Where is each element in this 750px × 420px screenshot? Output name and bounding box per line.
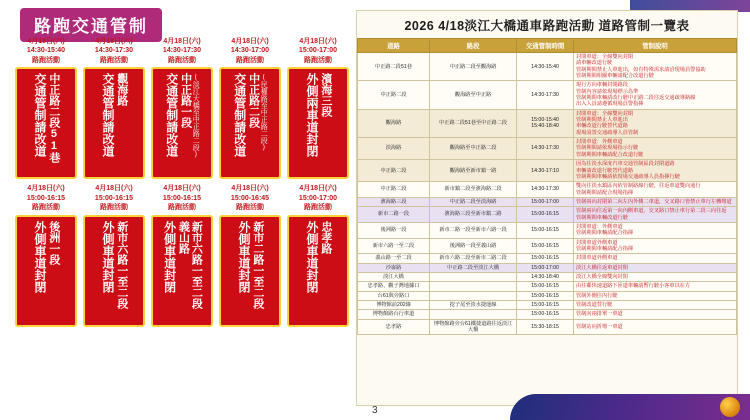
cell-time: 15:30-18:15 <box>517 319 574 335</box>
banner-text-column: 外側車道封閉 <box>237 220 252 293</box>
banner-9 <box>218 183 282 326</box>
cell-section: 觀海路至新市鎮一路 <box>430 160 517 182</box>
table-row <box>358 319 737 335</box>
cell-road: 中正路二段51巷 <box>358 53 430 81</box>
banner-body <box>219 215 281 327</box>
cell-time: 14:30-17:30 <box>517 81 574 109</box>
banner-date-text: 4月18日(六) <box>231 185 269 193</box>
cell-road: 博物館路台行車道 <box>358 310 430 319</box>
cell-time: 15:00-17:00 <box>517 197 574 206</box>
banner-1 <box>14 36 78 179</box>
cell-note: 雙向往淡水鎮區內依管制路線行駛，往返車道雙向通行 管制期間請配合現場指揮 <box>574 182 737 198</box>
col-road: 道路 <box>358 39 430 53</box>
cell-road: 觀海路 <box>358 109 430 137</box>
table-row <box>358 282 737 291</box>
banner-text-column: 外側車道封閉 <box>101 220 116 293</box>
col-note: 管制說明 <box>574 39 737 53</box>
table-row <box>358 254 737 263</box>
banner-body <box>83 67 145 179</box>
banner-row-1 <box>14 36 350 179</box>
banner-date <box>82 36 146 67</box>
banner-date-text: 4月18日(六) <box>27 38 65 45</box>
cell-note: 管制改道替行駛 <box>574 301 737 310</box>
banner-text-column: 中正路二段51巷 <box>47 73 60 164</box>
banner-text-column: 外側兩車道封閉 <box>305 73 320 158</box>
banner-body <box>219 67 281 179</box>
banner-3 <box>150 36 214 179</box>
banner-date <box>286 183 350 214</box>
cell-road: 沙崙路 <box>358 263 430 272</box>
cell-note: 封閉車道：全線雙向封閉 請車輛改道行駛 管制期間禁止人車進出，如有特殊需求請洽現場員警協助 管制期間相關車輛請配合改道行駛 <box>574 53 737 81</box>
banner-event-text: 路跑活動 <box>236 204 264 212</box>
cell-time: 15:00-16:15 <box>517 238 574 254</box>
banner-date <box>82 183 146 214</box>
banner-event-text: 路跑活動 <box>100 56 128 64</box>
table-row <box>358 182 737 198</box>
cell-note: 因為往淡水深度汽車交通管制區段封閉道路 車輛請改道行駛替代道路 管制期間車輛請依現場交通疏導人員指揮行駛 <box>574 160 737 182</box>
banner-text-column: 外側車道封閉 <box>33 220 48 293</box>
table-body <box>358 53 737 335</box>
cell-time: 15:00-16:15 <box>517 310 574 319</box>
table-row <box>358 310 737 319</box>
logo-icon <box>720 397 740 417</box>
cell-time: 15:00-16:15 <box>517 222 574 238</box>
table-row <box>358 238 737 254</box>
banner-time-text: 15:00-17:00 <box>298 47 338 55</box>
decorative-footer <box>510 394 750 420</box>
cell-note: 封閉車道：全線雙向封閉 管制期間禁止人車進出 車輛改道行駛替代道路 現場設置交通疏導人員管制 <box>574 109 737 137</box>
banner-body <box>15 67 77 179</box>
banner-text-column: 義山路 <box>177 220 190 254</box>
cell-time: 15:00-16:15 <box>517 301 574 310</box>
cell-time: 14:30-18:40 <box>517 272 574 281</box>
banner-time-text: 15:00-17:00 <box>298 194 338 202</box>
cell-note: 現行方向車輛封閉路段 管制內容請依現場標示為準 管制期間車輛請改行駛中正路二段往返交通疏導路線 出入人員請遵循現場員警指揮 <box>574 81 737 109</box>
cell-road: 濱海路三段 <box>358 197 430 206</box>
banner-time-text: 15:00-16:15 <box>162 194 202 202</box>
banner-text-column: 新市六路一至二段 <box>190 220 203 309</box>
banner-text-column: 外側車道封閉 <box>162 220 177 293</box>
cell-section: 新市二路一段至新市六路一段 <box>430 222 517 238</box>
banner-body <box>287 67 349 179</box>
banner-text-column: 交通管制請改道 <box>232 73 247 158</box>
cell-section: 觀海路至中正路 <box>430 81 517 109</box>
banner-event-text: 路跑活動 <box>32 56 60 64</box>
cell-time: 14:30-15:40 <box>517 53 574 81</box>
table-row <box>358 138 737 160</box>
banner-date-text: 4月18日(六) <box>299 185 337 193</box>
banner-text-column: 外側車道封閉 <box>305 220 320 293</box>
banner-time-text: 14:30-15:40 <box>26 47 66 55</box>
banner-body <box>151 67 213 179</box>
table-row <box>358 109 737 137</box>
banner-8 <box>150 183 214 326</box>
cell-section: 中正路二段至淡江大橋 <box>430 263 517 272</box>
banner-time-text: 15:00-16:15 <box>94 194 134 202</box>
cell-road: 新市六路一至二段 <box>358 238 430 254</box>
cell-note: 管制站向折彎一車道 <box>574 319 737 335</box>
cell-time: 14:30-17:30 <box>517 138 574 160</box>
cell-section: 博物館路旁台61鐵捷道路往返淡江大橋 <box>430 319 517 335</box>
cell-note: 管制兩向封閉第二向左內外側二車道，交叉路口皆禁止車行左轉彎道 <box>574 197 737 206</box>
banner-text-column: 新市二路一至二段 <box>251 220 264 309</box>
banner-10 <box>286 183 350 326</box>
cell-road: 台61與旁路口 <box>358 291 430 300</box>
cell-time: 15:00-16:15 <box>517 254 574 263</box>
cell-road: 義山路一至二段 <box>358 254 430 263</box>
table-row <box>358 301 737 310</box>
banner-date-text: 4月18日(六) <box>27 185 65 193</box>
cell-road: 中正路二段 <box>358 81 430 109</box>
banner-date <box>286 36 350 67</box>
cell-road: 淡江大橋 <box>358 272 430 281</box>
cell-note: 管制向兩排單一車道 <box>574 310 737 319</box>
banner-date <box>218 36 282 67</box>
banner-date-text: 4月18日(六) <box>163 185 201 193</box>
banner-date-text: 4月18日(六) <box>163 38 201 45</box>
banner-text-column: (民權路至中正路二段) <box>260 74 268 152</box>
banner-time-text: 15:00-16:45 <box>230 194 270 202</box>
cell-section: 後洲路一段至義山路 <box>430 238 517 254</box>
banner-event-text: 路跑活動 <box>32 204 60 212</box>
cell-section: 濱海路三段至新市鎮二路 <box>430 207 517 223</box>
banner-date <box>218 183 282 214</box>
cell-note: 淡江大橋全線雙向封閉 <box>574 272 737 281</box>
page-number: 3 <box>372 405 378 416</box>
banner-text-column: 中正路二段 <box>247 73 260 129</box>
banner-4 <box>218 36 282 179</box>
cell-road: 忠孝路、觀子灣地據口 <box>358 282 430 291</box>
banner-gallery <box>14 36 350 408</box>
banner-date-text: 4月18日(六) <box>95 185 133 193</box>
banner-text-column: 新市六路一至二段 <box>115 220 128 309</box>
cell-road: 後洲路一段 <box>358 222 430 238</box>
banner-body <box>15 215 77 327</box>
control-table <box>357 38 737 335</box>
table-header-row <box>358 39 737 53</box>
banner-date <box>14 183 78 214</box>
banner-7 <box>82 183 146 326</box>
banner-body <box>151 215 213 327</box>
banner-text-column: 交通管制請改道 <box>164 73 179 158</box>
table-row <box>358 81 737 109</box>
cell-section: 新市鎮二段至濱海路二段 <box>430 182 517 198</box>
col-section: 路段 <box>430 39 517 53</box>
banner-text-column: (淡江大橋至中正路二段) <box>192 74 200 159</box>
banner-time-text: 14:30-17:30 <box>94 47 134 55</box>
cell-time: 14:30-17:30 <box>517 182 574 198</box>
cell-section <box>430 282 517 291</box>
banner-row-2 <box>14 183 350 326</box>
table-row <box>358 53 737 81</box>
banner-5 <box>286 36 350 179</box>
table-row <box>358 197 737 206</box>
cell-note: 管制外側往內行駛 <box>574 291 737 300</box>
cell-time: 15:00-16:15 <box>517 291 574 300</box>
banner-text-column: 中正路一段 <box>179 73 192 129</box>
banner-body <box>287 215 349 327</box>
control-table-panel <box>356 10 738 406</box>
table-row <box>358 291 737 300</box>
cell-road: 新市二路一段 <box>358 207 430 223</box>
cell-section: 中正路二段至淡海路 <box>430 197 517 206</box>
banner-date <box>14 36 78 67</box>
cell-section: 挖子尾至淡水捷運線 <box>430 301 517 310</box>
banner-event-text: 路跑活動 <box>100 204 128 212</box>
banner-text-column: 後洲一段 <box>47 220 60 265</box>
cell-section: 新市六路二段至新市二路二段 <box>430 254 517 263</box>
banner-event-text: 路跑活動 <box>168 204 196 212</box>
banner-event-text: 路跑活動 <box>168 56 196 64</box>
table-row <box>358 160 737 182</box>
banner-date-text: 4月18日(六) <box>231 38 269 45</box>
cell-note: 封閉車道外側車道 管制期間車輛請配合指揮 <box>574 238 737 254</box>
cell-section: 中正路二段51巷至中正路二段 <box>430 109 517 137</box>
cell-section <box>430 310 517 319</box>
banner-text-column: 濱海三段 <box>319 73 332 118</box>
cell-note: 由往鄰快速道路下匝道車輛請暫行駛小客車以在方 <box>574 282 737 291</box>
cell-road: 中正路二段 <box>358 182 430 198</box>
banner-date-text: 4月18日(六) <box>299 38 337 45</box>
cell-time: 15:00-16:15 <box>517 207 574 223</box>
table-row <box>358 207 737 223</box>
cell-section <box>430 272 517 281</box>
cell-road: 中正路二段 <box>358 160 430 182</box>
cell-section: 中正路二段至觀海路 <box>430 53 517 81</box>
cell-note: 管制兩向往返第一向內側車道，交叉路口禁止車行第二段三向往返 管制期間車輛改道行駛 <box>574 207 737 223</box>
cell-note: 封閉車道：外側車道 管制期間車輛請配合指揮 <box>574 222 737 238</box>
table-row <box>358 263 737 272</box>
banner-text-column: 觀海路 <box>115 73 128 107</box>
page-title: 路跑交通管制 <box>20 8 162 42</box>
banner-6 <box>14 183 78 326</box>
table-row <box>358 272 737 281</box>
cell-road: 忠孝路 <box>358 319 430 335</box>
banner-text-column: 交通管制請改道 <box>101 73 116 158</box>
banner-time-text: 14:30-17:00 <box>230 47 270 55</box>
banner-2 <box>82 36 146 179</box>
cell-section: 觀海路至中正路二段 <box>430 138 517 160</box>
cell-time: 15:00-15:40 15:40-18:40 <box>517 109 574 137</box>
col-time: 交通管制時間 <box>517 39 574 53</box>
table-row <box>358 222 737 238</box>
banner-time-text: 14:30-17:30 <box>162 47 202 55</box>
cell-note: 淡江大橋往返車道封閉 <box>574 263 737 272</box>
cell-note: 封閉車道：外側車道 管制期間請依現場指示行駛 管制期間車輛請配合改道行駛 <box>574 138 737 160</box>
banner-time-text: 15:00-16:15 <box>26 194 66 202</box>
cell-note: 封閉車道外側車道 <box>574 254 737 263</box>
cell-time: 14:30-17:10 <box>517 160 574 182</box>
banner-event-text: 路跑活動 <box>304 204 332 212</box>
cell-time: 15:00-16:15 <box>517 282 574 291</box>
cell-section <box>430 291 517 300</box>
cell-time: 15:00-17:00 <box>517 263 574 272</box>
cell-road: 博物館前202線 <box>358 301 430 310</box>
banner-date <box>150 36 214 67</box>
table-title: 2026 4/18淡江大橋通車路跑活動 道路管制一覽表 <box>357 11 737 38</box>
banner-body <box>83 215 145 327</box>
banner-text-column: 忠孝路 <box>319 220 332 254</box>
banner-event-text: 路跑活動 <box>304 56 332 64</box>
banner-event-text: 路跑活動 <box>236 56 264 64</box>
cell-road: 淡海路 <box>358 138 430 160</box>
banner-date <box>150 183 214 214</box>
banner-date-text: 4月18日(六) <box>95 38 133 45</box>
banner-text-column: 交通管制請改道 <box>33 73 48 158</box>
